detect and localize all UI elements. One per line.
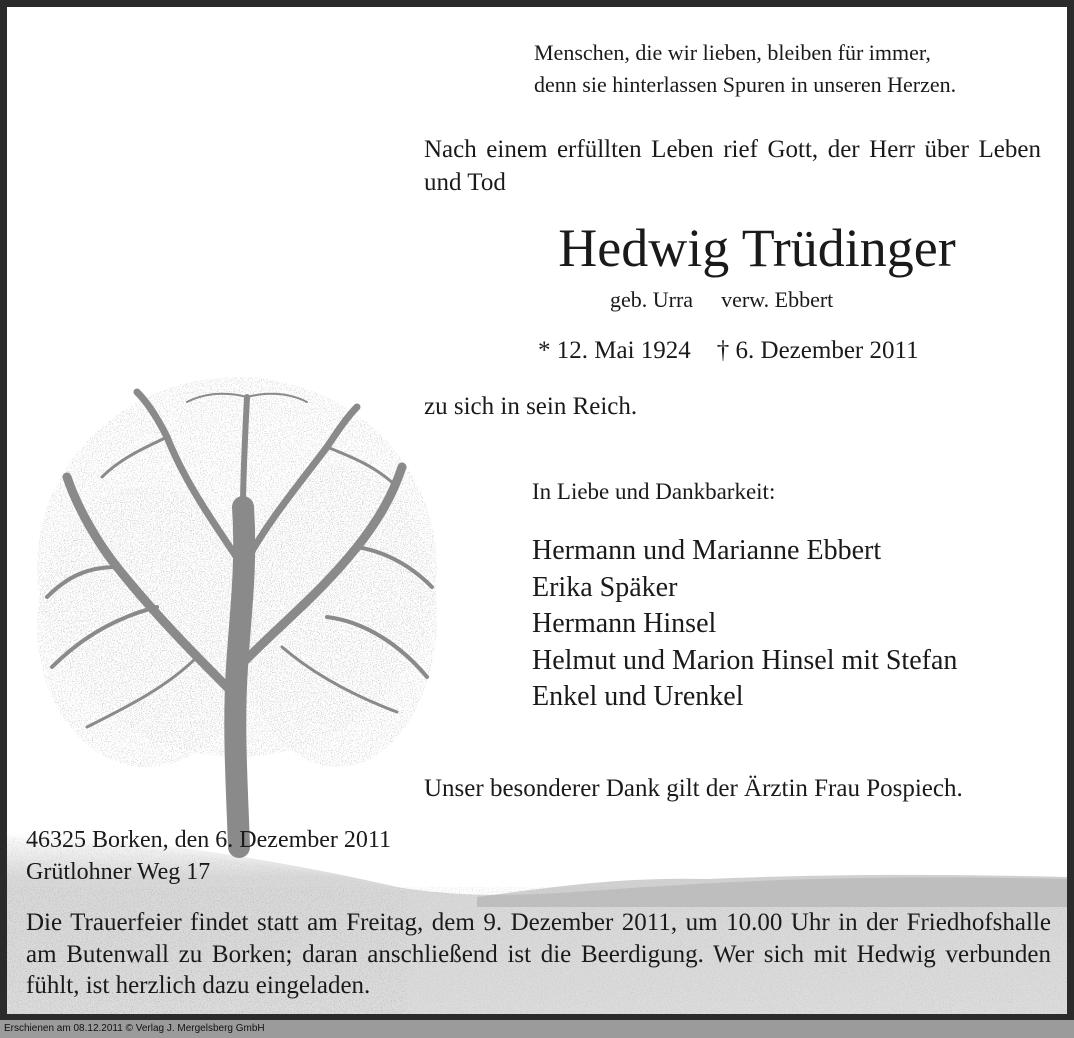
mourners-list	[532, 533, 957, 716]
publication-footer: Erschienen am 08.12.2011 © Verlag J. Mergelsberg GmbH	[0, 1020, 1074, 1038]
closing-line: zu sich in sein Reich.	[424, 393, 638, 420]
maiden-names	[610, 285, 833, 315]
street-address: Grütlohner Weg 17	[26, 859, 211, 885]
birth-name: geb. Urra	[610, 287, 694, 312]
quote-line-2: denn sie hinterlassen Spuren in unseren Herzen.	[534, 72, 957, 97]
gratitude-heading: In Liebe und Dankbarkeit:	[532, 479, 776, 504]
life-dates	[538, 334, 919, 368]
previous-married-name: verw. Ebbert	[721, 287, 834, 312]
list-item: Hermann Hinsel	[532, 608, 717, 639]
deceased-name-text: Hedwig Trüdinger	[558, 218, 956, 278]
list-item: Enkel und Urenkel	[532, 681, 744, 712]
funeral-ceremony-info: Die Trauerfeier findet statt am Freitag, dem 9. Dezember 2011, um 10.00 Uhr in der Friedhofshalle am Butenwall zu Borken; daran anschließend ist die Beerdigung. Wer sich mit Hedwig verbunden fühlt, ist herzlich dazu eingeladen.	[26, 909, 1051, 999]
address-block	[26, 824, 391, 888]
place-and-date: 46325 Borken, den 6. Dezember 2011	[26, 827, 392, 853]
intro-text: Nach einem erfüllten Leben rief Gott, der Herr über Leben und Tod	[424, 136, 1041, 196]
birth-date: * 12. Mai 1924	[538, 337, 691, 364]
death-date: † 6. Dezember 2011	[716, 337, 919, 364]
deceased-name	[7, 215, 1074, 281]
quote-line-1: Menschen, die wir lieben, bleiben für immer,	[534, 40, 931, 65]
list-item: Erika Späker	[532, 571, 678, 603]
list-item: Helmut und Marion Hinsel mit Stefan	[532, 644, 958, 676]
special-thanks: Unser besonderer Dank gilt der Ärztin Frau Pospiech.	[424, 775, 963, 802]
memorial-quote	[534, 37, 956, 101]
list-item: Hermann und Marianne Ebbert	[532, 535, 882, 566]
